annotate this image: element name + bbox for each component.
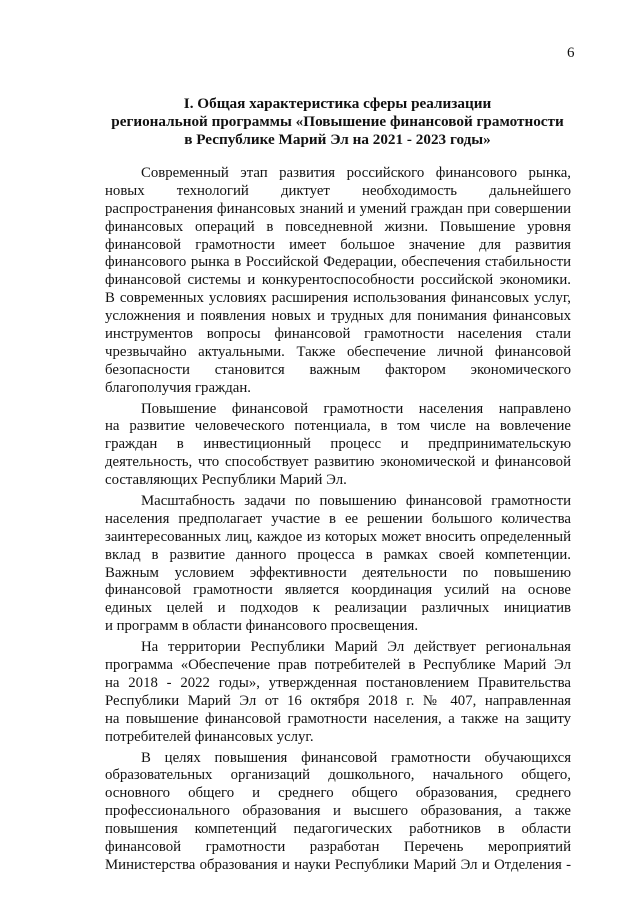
text-line: безопасности становится важным фактором экономического <box>105 361 571 378</box>
text-line: на развитие человеческого потенциала, в том числе на вовлечение <box>105 418 571 435</box>
page-number: 6 <box>567 45 575 61</box>
text-line: вклад в развитие данного процесса в рамках своей компетенции. <box>105 546 571 563</box>
paragraph <box>105 165 571 398</box>
text-line: на 2018 - 2022 годы», утвержденная постановлением Правительства <box>105 674 571 691</box>
text-line: Масштабность задачи по повышению финансовой грамотности <box>141 493 571 510</box>
document-body <box>105 165 571 878</box>
text-line: В современных условиях расширения использования финансовых услуг, <box>105 290 571 307</box>
text-line: На территории Республики Марий Эл действует региональная <box>141 639 571 656</box>
paragraph <box>105 493 571 636</box>
text-line: повышения компетенций педагогических работников в области <box>105 821 571 838</box>
section-heading <box>110 95 565 149</box>
text-line: и программ в области финансового просвещения. <box>105 618 419 635</box>
text-line: потребителей финансовых услуг. <box>105 728 314 745</box>
text-line: финансовой грамотности разработан Перечень мероприятий <box>105 838 571 855</box>
text-line: чрезвычайно актуальными. Также обеспечение личной финансовой <box>105 343 571 360</box>
text-line: финансовой грамотности является координация усилий на основе <box>105 582 571 599</box>
text-line: программа «Обеспечение прав потребителей в Республике Марий Эл <box>105 657 571 674</box>
text-line: единых целей и подходов к реализации различных инициатив <box>105 600 571 617</box>
text-line: финансовой системы и конкурентоспособности российской экономики. <box>105 272 571 289</box>
text-line: деятельность, что способствует развитию экономической и финансовой <box>105 454 571 471</box>
text-line: граждан в инвестиционный процесс и предпринимательскую <box>105 436 571 453</box>
paragraph <box>105 639 571 746</box>
text-line: Министерства образования и науки Республики Марий Эл и Отделения - <box>105 856 571 873</box>
text-line: В целях повышения финансовой грамотности обучающихся <box>141 749 571 766</box>
text-line: основного общего и среднего общего образования, среднего <box>105 785 571 802</box>
text-line: населения предполагает участие в ее решении большого количества <box>105 510 571 527</box>
heading-line: региональной программы «Повышение финансовой грамотности <box>111 113 564 130</box>
text-line: финансовых операций в повседневной жизни. Повышение уровня <box>105 218 571 235</box>
text-line: благополучия граждан. <box>105 379 251 396</box>
paragraph <box>105 750 571 875</box>
text-line: на повышение финансовой грамотности населения, а также на защиту <box>105 710 571 727</box>
text-line: образовательных организаций дошкольного, начального общего, <box>105 767 571 784</box>
text-line: заинтересованных лиц, каждое из которых может вносить определенный <box>105 528 571 545</box>
heading-line: I. Общая характеристика сферы реализации <box>183 95 492 112</box>
heading-line: в Республике Марий Эл на 2021 - 2023 годы» <box>184 131 491 148</box>
text-line: новых технологий диктует необходимость дальнейшего <box>105 182 571 199</box>
text-line: Республики Марий Эл от 16 октября 2018 г. № 407, направленная <box>105 692 571 709</box>
text-line: Современный этап развития российского финансового рынка, <box>141 165 571 181</box>
text-line: усложнения и появления новых и трудных для понимания финансовых <box>105 308 571 325</box>
text-line: финансового рынка в Российской Федерации, обеспечения стабильности <box>105 254 571 271</box>
text-line: финансовой грамотности имеет большое значение для развития <box>105 236 571 253</box>
text-line: инструментов вопросы финансовой грамотности населения стали <box>105 326 571 343</box>
text-line: распространения финансовых знаний и умений граждан при совершении <box>105 200 571 217</box>
text-line: Повышение финансовой грамотности населения направлено <box>141 400 571 417</box>
text-line: профессионального образования и высшего образования, а также <box>105 803 571 820</box>
text-line: составляющих Республики Марий Эл. <box>105 472 347 489</box>
text-line: Важным условием эффективности деятельности по повышению <box>105 564 571 581</box>
paragraph <box>105 401 571 490</box>
